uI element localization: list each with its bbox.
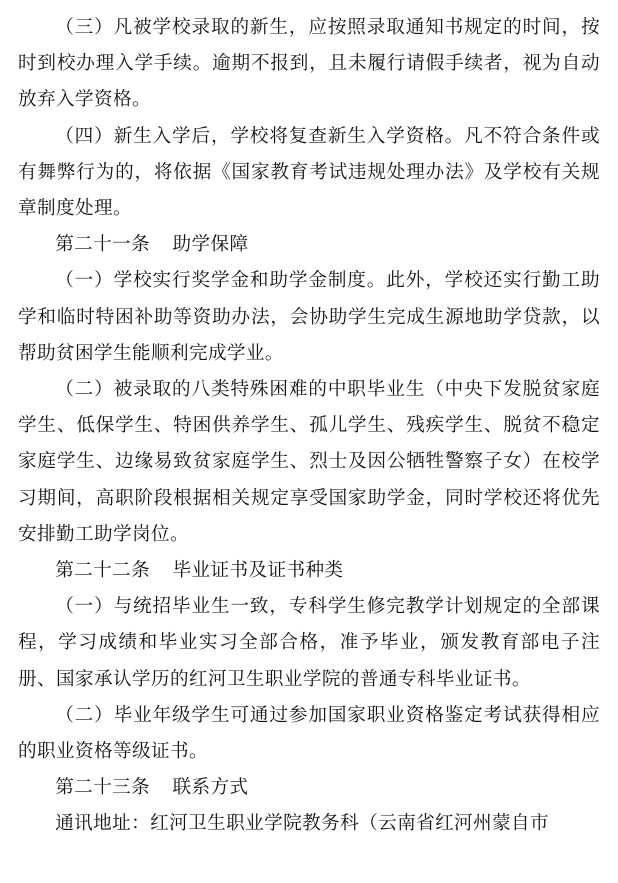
paragraph-scholarship-system: （一）学校实行奖学金和助学金制度。此外，学校还实行勤工助学和临时特困补助等资助办法，会协助学生完成生源地助学贷款，以帮助贫困学生能顺利完成学业。 <box>18 270 600 364</box>
paragraph-vocational-certificate: （二）毕业年级学生可通过参加国家职业资格鉴定考试获得相应的职业资格等级证书。 <box>18 704 600 763</box>
article-23-number: 第二十三条 <box>55 777 151 799</box>
paragraph-graduation-certificate: （一）与统招毕业生一致，专科学生修完教学计划规定的全部课程，学习成绩和毕业实习全部合格，准予毕业，颁发教育部电子注册、国家承认学历的红河卫生职业学院的普通专科毕业证书。 <box>18 596 600 690</box>
article-22-title: 毕业证书及证书种类 <box>172 560 344 582</box>
paragraph-special-hardship-students: （二）被录取的八类特殊困难的中职毕业生（中央下发脱贫家庭学生、低保学生、特困供养学生、孤儿学生、残疾学生、脱贫不稳定家庭学生、边缘易致贫家庭学生、烈士及因公牺牲警察子女）在校学习期间，高职阶段根据相关规定享受国家助学金，同时学校还将优先安排勤工助学岗位。 <box>18 379 600 545</box>
article-21-number: 第二十一条 <box>55 234 151 256</box>
paragraph-contact-address: 通讯地址：红河卫生职业学院教务科（云南省红河州蒙自市 <box>55 813 550 835</box>
article-22-heading <box>18 553 600 589</box>
article-23-title: 联系方式 <box>172 777 249 799</box>
paragraph-new-student-registration: （三）凡被学校录取的新生，应按照录取通知书规定的时间，按时到校办理入学手续。逾期不报到，且未履行请假手续者，视为自动放弃入学资格。 <box>18 17 600 111</box>
article-21-heading <box>18 227 600 263</box>
article-21-title: 助学保障 <box>172 234 249 256</box>
article-23-heading <box>18 770 600 806</box>
article-22-number: 第二十二条 <box>55 560 151 582</box>
paragraph-admission-review: （四）新生入学后，学校将复查新生入学资格。凡不符合条件或有舞弊行为的，将依据《国家教育考试违规处理办法》及学校有关规章制度处理。 <box>18 125 600 220</box>
